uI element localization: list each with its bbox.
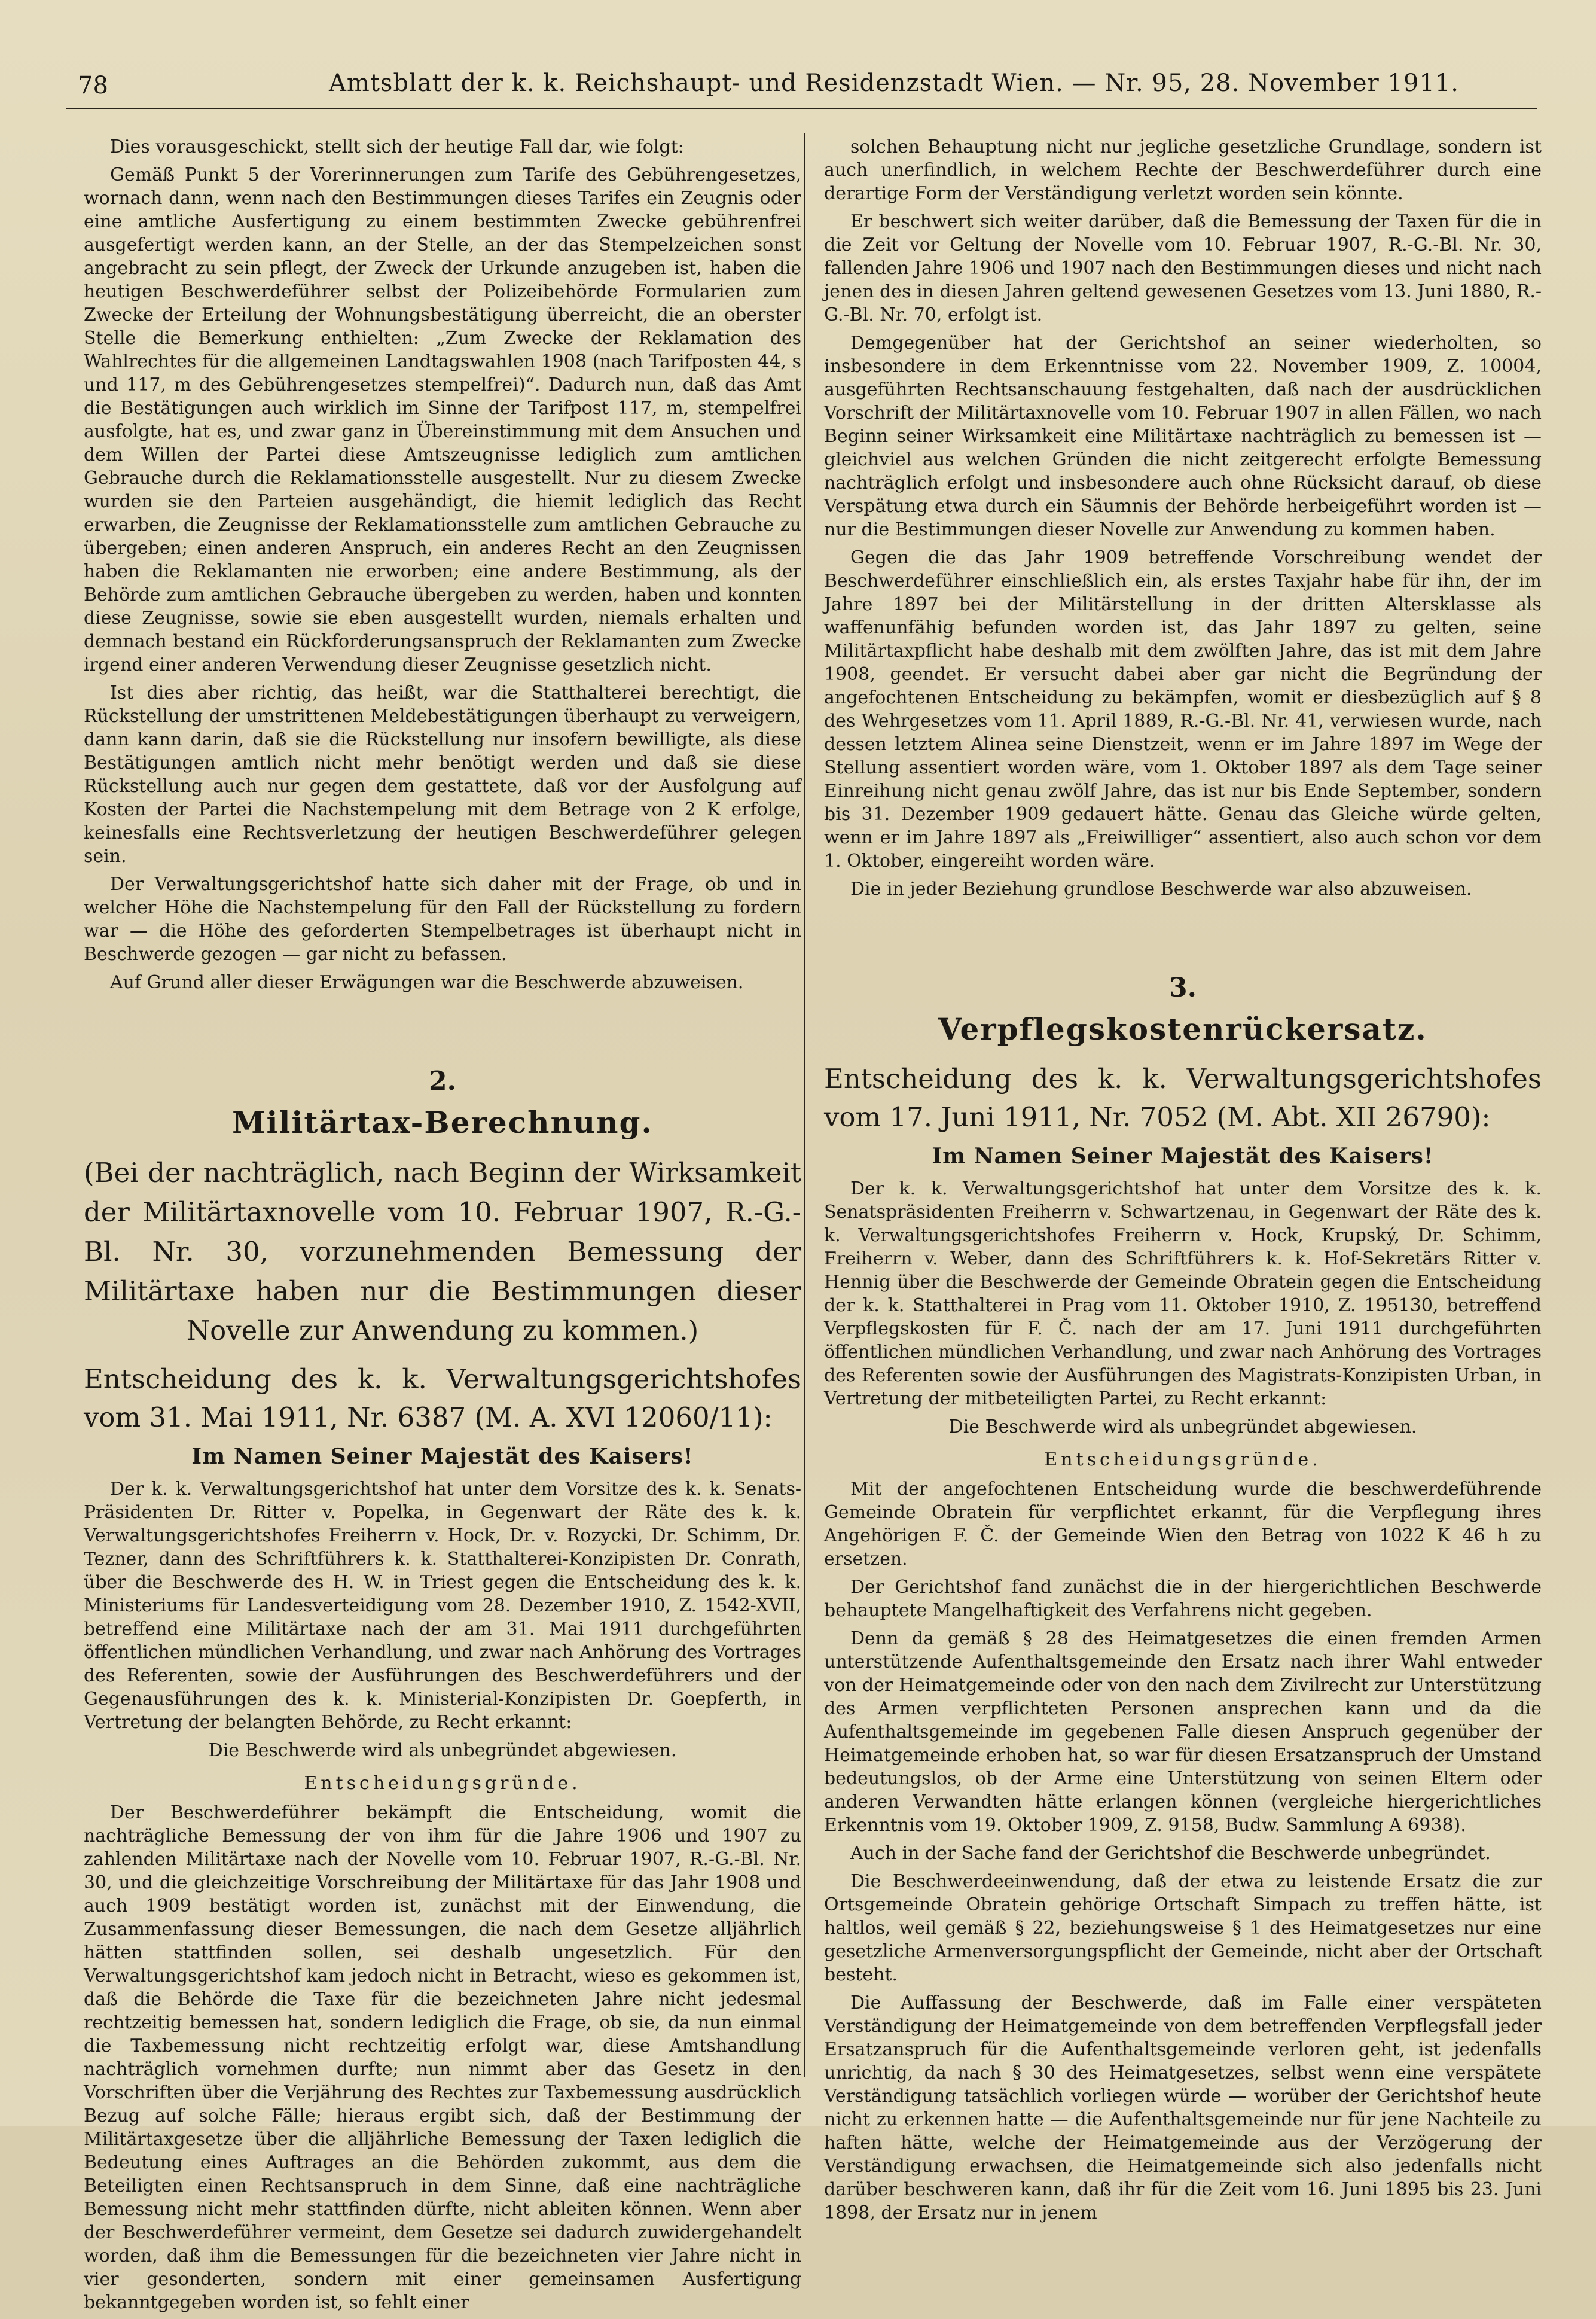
paragraph: Gemäß Punkt 5 der Vorerinnerungen zum Tarife des Gebührengesetzes, wornach dann, wenn nach den Bestimmungen dieses Tarifes ein Zeugnis oder eine amtliche Ausfertigung zu einem bestimmten Zwecke gebührenfrei ausgefertigt werden kann, an der Stelle, an der das Stempelzeichen sonst angebracht zu sein pflegt, der Zweck der Urkunde anzugeben ist, haben die heutigen Beschwerdeführer selbst der Polizeibehörde Formularien zum Zwecke der Erteilung der Wohnungsbestätigung überreicht, die an oberster Stelle die Bemerkung enthielten: „Zum Zwecke der Reklamation des Wahlrechtes für die allgemeinen Landtagswahlen 1908 (nach Tarifposten 44, s und 117, m des Gebührengesetzes stempelfrei)“. Dadurch nun, daß das Amt die Bestätigungen auch wirklich im Sinne der Tarifpost 117, m, stempelfrei ausfolgte, hat es, und zwar ganz in Übereinstimmung mit dem Ansuchen und dem Willen der Partei diese Amtszeugnisse lediglich zum amtlichen Gebrauche durch die Reklamationsstelle ausgestellt. Nur zu diesem Zwecke wurden sie den Parteien ausgehändigt, die hiemit lediglich das Recht erwarben, die Zeugnisse der Reklamationsstelle zum amtlichen Gebrauche zu übergeben; einen anderen Anspruch, ein anderes Recht an den Zeugnissen haben die Reklamanten nie erworben; eine andere Bestimmung, als der Behörde zum amtlichen Gebrauche übergeben zu werden, haben und konnten diese Zeugnisse, sowie sie eben ausgestellt wurden, niemals erhalten und demnach bestand ein Rückforderungsanspruch der Reklamanten zum Zwecke irgend einer anderen Verwendung dieser Zeugnisse gesetzlich nicht.	[84, 164, 801, 675]
verdict: Die Beschwerde wird als unbegründet abgewiesen.	[208, 1740, 677, 1761]
decision-reference: Entscheidung des k. k. Verwaltungsgerichtshofes vom 31. Mai 1911, Nr. 6387 (M. A. XVI 12060/11):	[84, 1363, 801, 1433]
paragraph: Denn da gemäß § 28 des Heimatgesetzes die einen fremden Armen unterstützende Aufenthaltsgemeinde den Ersatz nach ihrer Wahl entweder von der Heimatgemeinde oder von den nach dem Zivilrecht zur Unterstützung des Armen verpflichteten Personen ansprechen kann und da die Aufenthaltsgemeinde im gegebenen Falle diesen Anspruch gegenüber der Heimatgemeinde erhoben hat, so war für diesen Ersatzanspruch der Umstand bedeutungslos, ob der Arme eine Unterstützung von seinen Eltern oder anderen Verwandten hätte erlangen können (vergleiche hiergerichtliches Erkenntnis vom 19. Oktober 1909, Z. 9158, Budw. Sammlung A 6938).	[824, 1628, 1542, 1836]
paragraph: Demgegenüber hat der Gerichtshof an seiner wiederholten, so insbesondere in dem Erkenntnisse vom 22. November 1909, Z. 10004, ausgeführten Rechtsanschauung festgehalten, daß nach der ausdrücklichen Vorschrift der Militärtaxnovelle vom 10. Februar 1907 in allen Fällen, wo nach Beginn seiner Wirksamkeit eine Militärtaxe nachträglich zu bemessen ist — gleichviel aus welchen Gründen die nicht zeitgerecht erfolgte Bemessung nachträglich erfolgt und insbesondere auch ohne Rücksicht darauf, ob diese Verspätung etwa durch ein Säumnis der Behörde herbeigeführt worden ist — nur die Bestimmungen dieser Novelle zur Anwendung zu kommen haben.	[824, 333, 1542, 540]
paragraph: Ist dies aber richtig, das heißt, war die Statthalterei berechtigt, die Rückstellung der umstrittenen Meldebestätigungen überhaupt zu verweigern, dann kann darin, daß sie die Rückstellung nur insofern bewilligte, als diese Bestätigungen amtlich nicht mehr benötigt werden und daß sie diese Rückstellung auch nur gegen dem gestattete, daß vor der Ausfolgung auf Kosten der Partei die Nachstempelung mit dem Betrage von 2 K erfolge, keinesfalls eine Rechtsverletzung der heutigen Beschwerdeführer gelegen sein.	[84, 682, 801, 867]
column-divider	[804, 133, 805, 2077]
section-number: 3.	[1169, 973, 1197, 1003]
paragraph: Der Beschwerdeführer bekämpft die Entscheidung, womit die nachträgliche Bemessung der von ihm für die Jahre 1906 und 1907 zu zahlenden Militärtaxe nach der Novelle vom 10. Februar 1907, R.-G.-Bl. Nr. 30, und die gleichzeitige Vorschreibung der Militärtaxe für das Jahr 1908 und auch 1909 bestätigt worden ist, zunächst mit der Einwendung, die Zusammenfassung dieser Bemessungen, die nach dem Gesetze alljährlich hätten stattfinden sollen, sei deshalb ungesetzlich. Für den Verwaltungsgerichtshof kam jedoch nicht in Betracht, wieso es gekommen ist, daß die Behörde die Taxe für die bezeichneten Jahre nicht jedesmal rechtzeitig bemessen hat, sondern lediglich die Frage, ob sie, da nun einmal die Taxbemessung nicht rechtzeitig erfolgt war, diese Amtshandlung nachträglich vornehmen durfte; nun nimmt aber das Gesetz in den Vorschriften über die Verjährung des Rechtes zur Taxbemessung ausdrücklich Bezug auf solche Fälle; hieraus ergibt sich, daß der Bestimmung der Militärtaxgesetze über die alljährliche Bemessung der Taxen lediglich die Bedeutung eines Auftrages an die Behörden zukommt, aus dem die Beteiligten einen Rechtsanspruch in dem Sinne, daß eine nachträgliche Bemessung nicht mehr stattfinden dürfte, nicht ableiten können. Wenn aber der Beschwerdeführer vermeint, dem Gesetze sei dadurch zuwidergehandelt worden, daß ihm die Bemessungen für die bezeichneten vier Jahre nicht in vier gesonderten, sondern mit einer gemeinsamen Ausfertigung bekanntgegeben worden ist, so fehlt einer	[84, 1802, 801, 2313]
section-title: Verpflegskostenrückersatz.	[938, 1011, 1427, 1047]
paragraph: Mit der angefochtenen Entscheidung wurde die beschwerdeführende Gemeinde Obratein für verpflichtet erkannt, für die Verpflegung ihres Angehörigen F. Č. der Gemeinde Wien den Betrag von 1022 K 46 h zu ersetzen.	[824, 1479, 1542, 1570]
in-nomine-heading: Im Namen Seiner Majestät des Kaisers!	[932, 1144, 1434, 1169]
paragraph: Die in jeder Beziehung grundlose Beschwerde war also abzuweisen.	[850, 879, 1472, 900]
paragraph: Der Gerichtshof fand zunächst die in der hiergerichtlichen Beschwerde behauptete Mangelhaftigkeit des Verfahrens nicht gegeben.	[824, 1577, 1542, 1621]
paragraph: Gegen die das Jahr 1909 betreffende Vorschreibung wendet der Beschwerdeführer einschließlich ein, als erstes Taxjahr habe für ihn, der im Jahre 1897 bei der Militärstellung in der dritten Altersklasse als waffenunfähig befunden worden ist, das Jahr 1897 zu gelten, seine Militärtaxpflicht habe deshalb mit dem zwölften Jahre, das ist mit dem Jahre 1908, geendet. Er versucht dabei aber gar nicht die Begründung der angefochtenen Entscheidung zu bekämpfen, womit er diesbezüglich auf § 8 des Wehrgesetzes vom 11. April 1889, R.-G.-Bl. Nr. 41, verwiesen wurde, nach dessen letztem Alinea seine Dienstzeit, wenn er im Jahre 1897 im Wege der Stellung assentiert worden wäre, vom 1. Oktober 1897 als dem Tage seiner Einreihung nicht genau zwölf Jahre, das ist nur bis Ende September, sondern bis 31. Dezember 1909 gedauert hätte. Genau das Gleiche würde gelten, wenn er im Jahre 1897 als „Freiwilliger“ assentiert, also auch schon vor dem 1. Oktober, eingereiht worden wäre.	[824, 547, 1542, 871]
paragraph: Er beschwert sich weiter darüber, daß die Bemessung der Taxen für die in die Zeit vor Geltung der Novelle vom 10. Februar 1907, R.-G.-Bl. Nr. 30, fallenden Jahre 1906 und 1907 nach den Bestimmungen dieses und nicht nach jenen des in diesen Jahren geltend gewesenen Gesetzes vom 13. Juni 1880, R.-G.-Bl. Nr. 70, erfolgt ist.	[824, 211, 1542, 325]
paragraph: solchen Behauptung nicht nur jegliche gesetzliche Grundlage, sondern ist auch unerfindlich, in welchem Rechte der Beschwerdeführer durch eine derartige Form der Verständigung verletzt worden sein könnte.	[824, 136, 1542, 204]
section-number: 2.	[429, 1066, 456, 1096]
paragraph: Der Verwaltungsgerichtshof hatte sich daher mit der Frage, ob und in welcher Höhe die Nachstempelung für den Fall der Rückstellung zu fordern war — die Höhe des geforderten Stempelbetrages ist überhaupt nicht in Beschwerde gezogen — gar nicht zu befassen.	[84, 874, 801, 965]
section-lead: (Bei der nachträglich, nach Beginn der Wirksamkeit der Militärtaxnovelle vom 10. Februar 1907, R.-G.-Bl. Nr. 30, vorzunehmenden Bemessung der Militärtaxe haben nur die Bestimmungen dieser Novelle zur Anwendung zu kommen.)	[84, 1157, 801, 1346]
left-column	[84, 135, 801, 2319]
paragraph: Dies vorausgeschickt, stellt sich der heutige Fall dar, wie folgt:	[110, 136, 684, 157]
section-title: Militärtax-Berechnung.	[232, 1105, 653, 1140]
paragraph: Die Auffassung der Beschwerde, daß im Falle einer verspäteten Verständigung der Heimatgemeinde von dem betreffenden Verpflegsfall jeder Ersatzanspruch für die Aufenthaltsgemeinde verloren geht, ist jedenfalls unrichtig, da nach § 30 des Heimatgesetzes, selbst wenn eine verspätete Verständigung tatsächlich vorliegen würde — worüber der Gerichtshof heute nicht zu erkennen hatte — die Aufenthaltsgemeinde nur für jene Nachteile zu haften hätte, welche der Heimatgemeinde aus der Verzögerung der Verständigung erwachsen, die Heimatgemeinde sich also jedenfalls nicht darüber beschweren kann, daß ihr für die Zeit vom 16. Juni 1895 bis 23. Juni 1898, der Ersatz nur in jenem	[824, 1992, 1542, 2223]
paragraph: Der k. k. Verwaltungsgerichtshof hat unter dem Vorsitze des k. k. Senatspräsidenten Freiherrn v. Schwartzenau, in Gegenwart der Räte des k. k. Verwaltungsgerichtshofes Freiherrn v. Hock, Krupský, Dr. Schimm, Freiherrn v. Weber, dann des Schriftführers k. k. Hof-Sekretärs Ritter v. Hennig über die Beschwerde der Gemeinde Obratein gegen die Entscheidung der k. k. Statthalterei in Prag vom 11. Oktober 1910, Z. 195130, betreffend Verpflegskosten für F. Č. nach der am 17. Juni 1911 durchgeführten öffentlichen mündlichen Verhandlung, und zwar nach Anhörung des Vortrages des Referenten sowie der Ausführungen des Magistrats-Konzipisten Urban, in Vertretung der mitbeteiligten Partei, zu Recht erkannt:	[824, 1178, 1542, 1409]
paragraph: Die Beschwerdeeinwendung, daß der etwa zu leistende Ersatz die zur Ortsgemeinde Obratein gehörige Ortschaft Simpach zu treffen hätte, ist haltlos, weil gemäß § 22, beziehungsweise § 1 des Heimatgesetzes nur eine gesetzliche Armenversorgungspflicht der Gemeinde, nicht aber der Ortschaft besteht.	[824, 1871, 1542, 1985]
paragraph: Auf Grund aller dieser Erwägungen war die Beschwerde abzuweisen.	[110, 972, 744, 993]
right-column	[824, 135, 1542, 2229]
masthead-title: Amtsblatt der k. k. Reichshaupt- und Residenzstadt Wien. — Nr. 95, 28. November 1911.	[329, 69, 1459, 97]
paragraph: Auch in der Sache fand der Gerichtshof die Beschwerde unbegründet.	[850, 1843, 1491, 1864]
grounds-heading: Entscheidungsgründe.	[1044, 1449, 1322, 1470]
decision-reference: Entscheidung des k. k. Verwaltungsgerichtshofes vom 17. Juni 1911, Nr. 7052 (M. Abt. XII 26790):	[824, 1063, 1542, 1133]
page-header	[66, 66, 1537, 109]
paragraph: Der k. k. Verwaltungsgerichtshof hat unter dem Vorsitze des k. k. Senats-Präsidenten Dr. Ritter v. Popelka, in Gegenwart der Räte des k. k. Verwaltungsgerichtshofes Freiherrn v. Hock, Dr. v. Rozycki, Dr. Schimm, Dr. Tezner, dann des Schriftführers k. k. Statthalterei-Konzipisten Dr. Conrath, über die Beschwerde des H. W. in Triest gegen die Entscheidung des k. k. Ministeriums für Landesverteidigung vom 28. Dezember 1910, Z. 1542-XVII, betreffend eine Militärtaxe nach der am 31. Mai 1911 durchgeführten öffentlichen mündlichen Verhandlung, und zwar nach Anhörung des Vortrages des Referenten, sowie der Ausführungen des Beschwerdeführers und der Gegenausführungen des k. k. Ministerial-Konzipisten Dr. Goepferth, in Vertretung der belangten Behörde, zu Recht erkannt:	[84, 1479, 801, 1733]
verdict: Die Beschwerde wird als unbegründet abgewiesen.	[948, 1416, 1417, 1437]
in-nomine-heading: Im Namen Seiner Majestät des Kaisers!	[191, 1444, 694, 1469]
grounds-heading: Entscheidungsgründe.	[304, 1773, 581, 1794]
page-number: 78	[78, 72, 108, 99]
